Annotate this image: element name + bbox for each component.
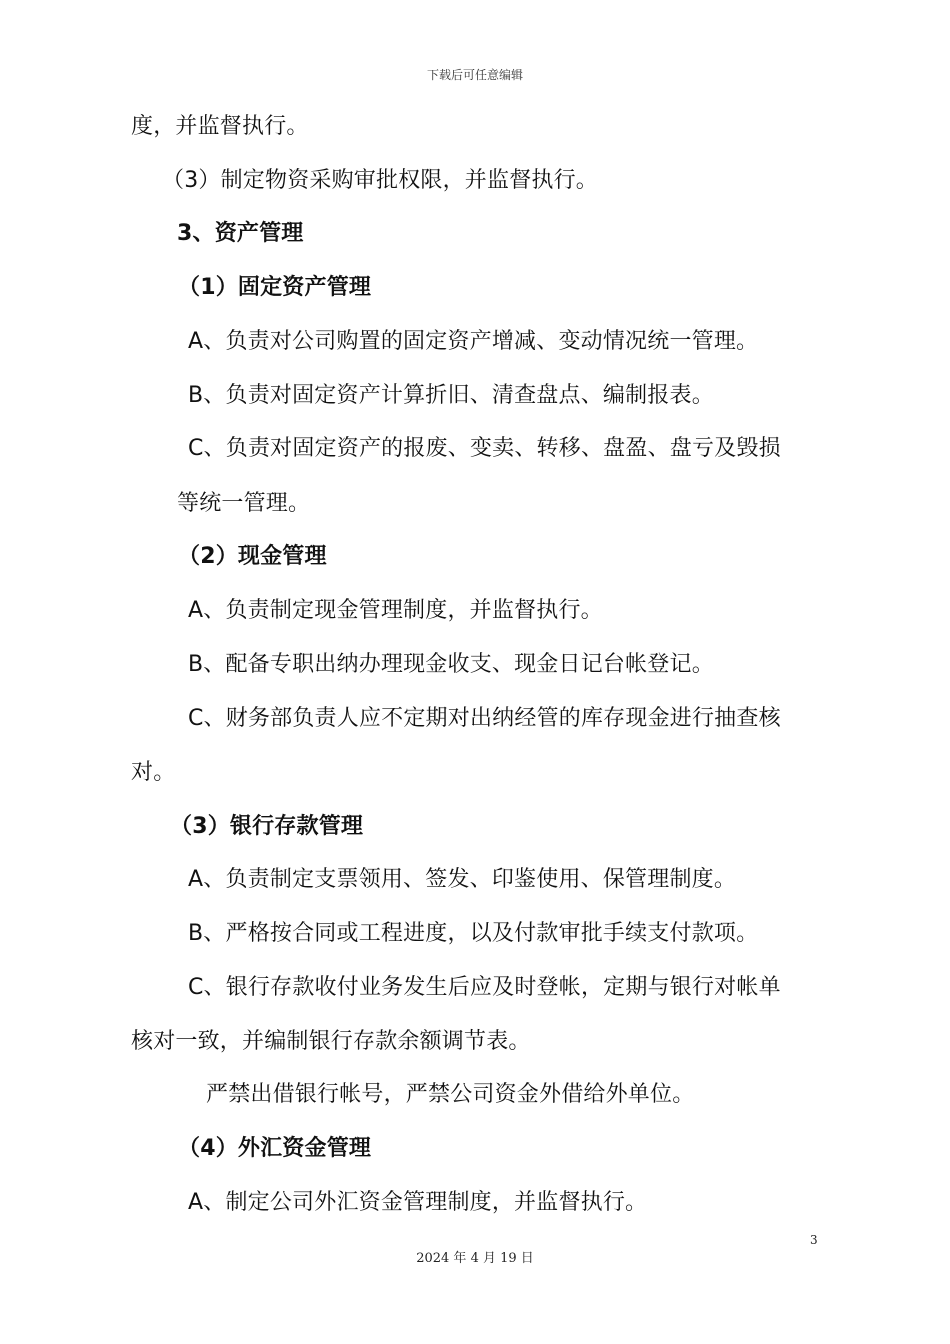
text-line: C、负责对固定资产的报废、变卖、转移、盘盈、盘亏及毁损	[188, 436, 781, 461]
text-line: B、严格按合同或工程进度，以及付款审批手续支付款项。	[188, 921, 759, 946]
text-line: A、负责对公司购置的固定资产增减、变动情况统一管理。	[188, 329, 759, 354]
text-line: B、配备专职出纳办理现金收支、现金日记台帐登记。	[188, 652, 714, 677]
page-number: 3	[810, 1233, 818, 1247]
footer-date: 2024 年 4 月 19 日	[416, 1251, 534, 1266]
subsection-heading: （1）固定资产管理	[178, 275, 372, 300]
text-line: A、负责制定支票领用、签发、印鉴使用、保管理制度。	[188, 867, 737, 892]
text-line: A、制定公司外汇资金管理制度，并监督执行。	[188, 1190, 648, 1215]
text-line: 度，并监督执行。	[131, 114, 309, 139]
subsection-heading: （2）现金管理	[178, 544, 327, 569]
text-line: C、银行存款收付业务发生后应及时登帐，定期与银行对帐单	[188, 975, 781, 1000]
text-line: 严禁出借银行帐号，严禁公司资金外借给外单位。	[206, 1082, 695, 1107]
subsection-heading: （3）银行存款管理	[170, 814, 364, 839]
page-header: 下载后可任意编辑	[426, 68, 523, 82]
subsection-heading: （4）外汇资金管理	[178, 1136, 372, 1161]
text-line: （3）制定物资采购审批权限，并监督执行。	[162, 168, 598, 193]
text-line: A、负责制定现金管理制度，并监督执行。	[188, 598, 603, 623]
text-line: 等统一管理。	[177, 491, 311, 516]
text-line: 对。	[131, 760, 176, 785]
text-line: 核对一致，并编制银行存款余额调节表。	[131, 1029, 531, 1054]
section-heading: 3、资产管理	[177, 221, 304, 246]
text-line: B、负责对固定资产计算折旧、清查盘点、编制报表。	[188, 383, 714, 408]
text-line: C、财务部负责人应不定期对出纳经管的库存现金进行抽查核	[188, 706, 781, 731]
